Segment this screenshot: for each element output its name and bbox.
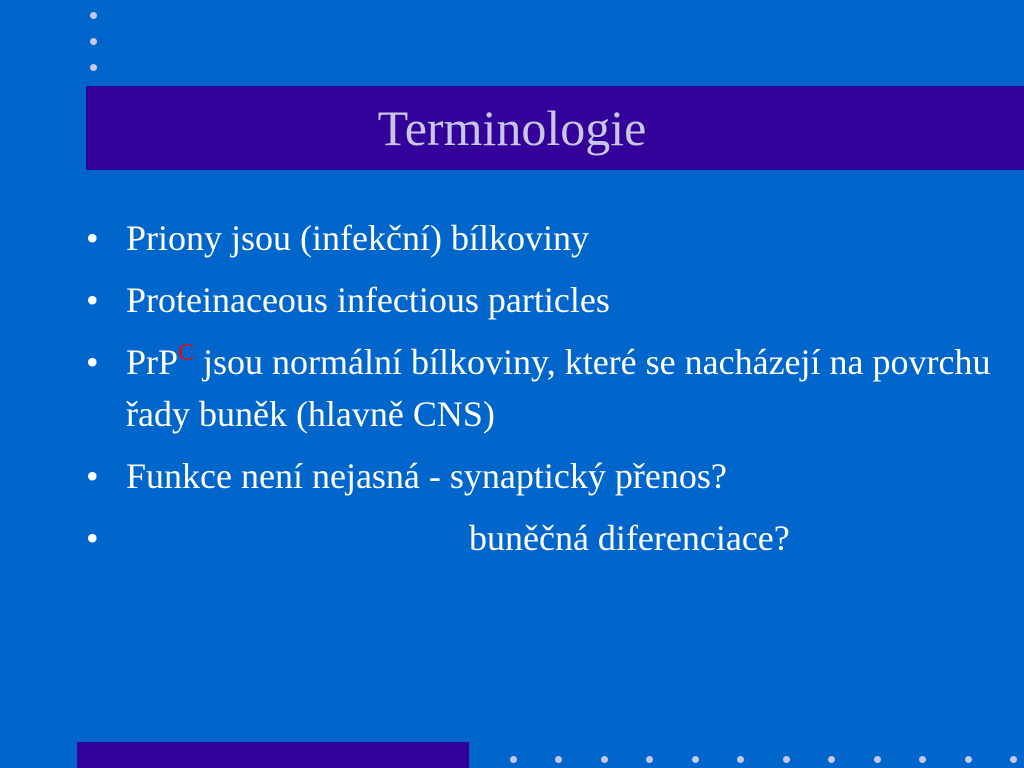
bottom-bar	[77, 742, 469, 768]
bullet-icon: •	[86, 280, 99, 320]
list-item	[86, 336, 1006, 440]
list-item	[86, 512, 1006, 564]
bullet-icon: •	[86, 342, 99, 382]
decor-dot-bottom-8	[828, 756, 835, 763]
bullet-icon: •	[86, 456, 99, 496]
decor-dot-top-1	[90, 12, 97, 19]
decor-dot-bottom-1	[510, 756, 517, 763]
decor-dot-bottom-9	[874, 756, 881, 763]
bullet-text: jsou normální bílkoviny, které se nacházejí na povrchu řady buněk (hlavně CNS)	[126, 342, 991, 434]
bullet-text: Priony jsou (infekční) bílkoviny	[126, 218, 589, 258]
decor-dot-bottom-12	[1010, 756, 1017, 763]
bullet-icon: •	[86, 518, 99, 558]
bullet-icon: •	[86, 218, 99, 258]
decor-dot-bottom-6	[737, 756, 744, 763]
list-item	[86, 274, 1006, 326]
decor-dot-bottom-2	[555, 756, 562, 763]
decor-dot-top-3	[90, 64, 97, 71]
decor-dot-bottom-11	[965, 756, 972, 763]
bullet-text: buněčná diferenciace?	[469, 518, 790, 558]
decor-dot-top-2	[90, 38, 97, 45]
superscript-c: C	[178, 340, 195, 366]
decor-dot-bottom-4	[646, 756, 653, 763]
decor-dot-bottom-5	[692, 756, 699, 763]
bullet-text: Proteinaceous infectious particles	[126, 280, 610, 320]
bullet-text: Funkce není nejasná - synaptický přenos?	[126, 456, 727, 496]
decor-dot-bottom-10	[919, 756, 926, 763]
decor-dot-bottom-7	[783, 756, 790, 763]
list-item	[86, 450, 1006, 502]
list-item	[86, 212, 1006, 264]
bullet-text-prefix: PrP	[126, 342, 179, 382]
bullet-list	[86, 212, 1006, 574]
decor-dot-bottom-3	[601, 756, 608, 763]
slide-title: Terminologie	[377, 100, 647, 156]
